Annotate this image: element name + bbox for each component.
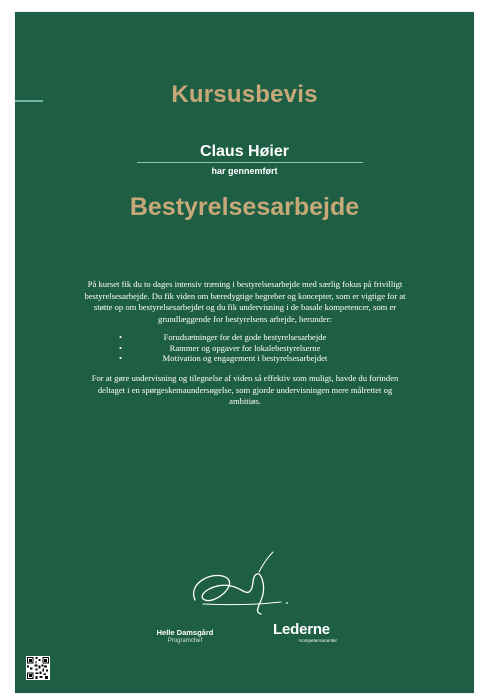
course-title: Bestyrelsesarbejde bbox=[129, 193, 360, 221]
list-item: • Rammer og opgaver for lokalebestyrelserne bbox=[119, 342, 321, 353]
signer-name: Helle Damsgård bbox=[156, 628, 214, 637]
recipient-name: Claus Høier bbox=[200, 143, 289, 160]
signature-icon bbox=[175, 542, 295, 622]
list-item: • Forudsætninger for det gode bestyrelsesarbejde bbox=[119, 332, 327, 342]
outro-paragraph: For at gøre undervisning og tilegnelse af viden så effektiv som muligt, havde du forinden deltaget i en spørgeskemaundersøgelse, som gjorde undervisningen mere målrettet og ambitiøs. bbox=[91, 373, 399, 407]
course-description bbox=[81, 279, 409, 325]
certificate-title: Kursusbevis bbox=[171, 81, 318, 108]
completed-text: har gennemført bbox=[211, 166, 278, 176]
logo-subtitle: Kompetencecenter bbox=[299, 638, 337, 643]
certificate bbox=[15, 12, 474, 693]
bullet-icon: • bbox=[119, 342, 123, 353]
logo-name: Lederne bbox=[273, 621, 330, 638]
closing-description bbox=[81, 373, 409, 408]
list-item: • Motivation og engagement i bestyrelsesarbejdet bbox=[119, 353, 328, 363]
bullet-icon: • bbox=[119, 332, 123, 342]
intro-paragraph: På kurset fik du to dages intensiv træning i bestyrelsesarbejde med særlig fokus på frivilligt bestyrelsesarbejde. Du fik viden om bæredygtige begreber og koncepter, som er vigtige for at støtte op om bestyrelsesarbejdet og du fik undervisning i de basale kompetencer, som er grundlæggende for bestyrelsens arbejde, herunder: bbox=[84, 279, 406, 324]
signer-title: Programchef bbox=[167, 638, 203, 644]
name-underline bbox=[137, 162, 363, 163]
qr-code-icon bbox=[26, 656, 50, 680]
topic-list bbox=[81, 332, 409, 364]
bullet-icon: • bbox=[119, 353, 123, 363]
lederne-logo bbox=[273, 622, 343, 643]
